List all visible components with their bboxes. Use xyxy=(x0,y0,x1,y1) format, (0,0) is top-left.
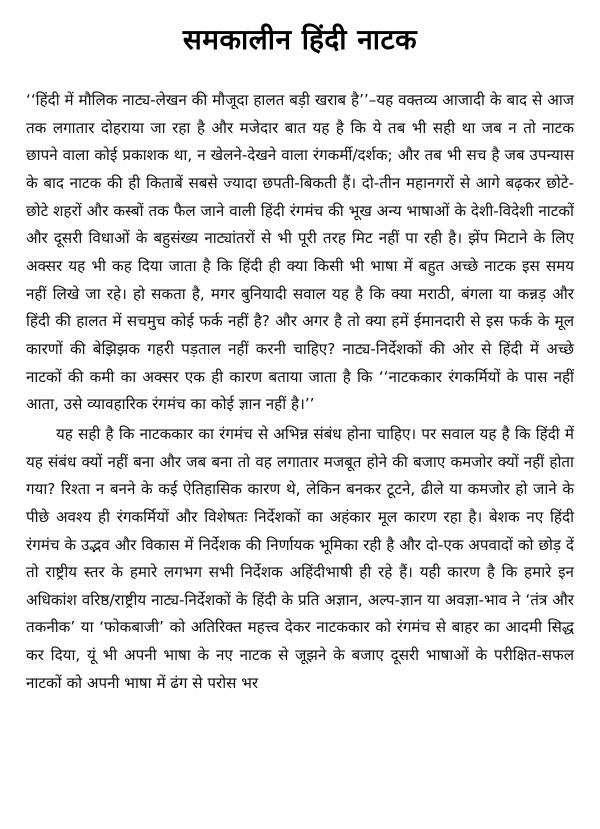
paragraph-2: यह सही है कि नाटककार का रंगमंच से अभिन्न संबंध होना चाहिए। पर सवाल यह है कि हिंदी में यह संबंध क्यों नहीं बना और जब बना तो वह लगातार मजबूत होने की बजाए कमजोर क्यों नहीं होता गया? रिश्ता न बनने के कई ऐतिहासिक कारण थे, लेकिन बनकर टूटने, ढीले या कमजोर हो जाने के पीछे अवश्य ही रंगकर्मियों और विशेषतः निर्देशकों का अहंकार मूल कारण रहा है। बेशक नए हिंदी रंगमंच के उद्भव और विकास में निर्देशक की निर्णायक भूमिका रही है और दो-एक अपवादों को छोड़ दें तो राष्ट्रीय स्तर के हमारे लगभग सभी निर्देशक अहिंदीभाषी ही रहे हैं। यही कारण है कि हमारे इन अधिकांश वरिष्ठ/राष्ट्रीय नाट्य-निर्देशकों के हिंदी के प्रति अज्ञान, अल्प-ज्ञान या अवज्ञा-भाव ने ‘तंत्र और तकनीक’ या ‘फोकबाजी’ को अतिरिक्त महत्त्व देकर नाटककार को रंगमंच से बाहर का आदमी सिद्ध कर दिया, यूं भी अपनी भाषा के नए नाटक से जूझने के बजाए दूसरी भाषाओं के परीक्षित-सफल नाटकों को अपनी भाषा में ढंग से परोस भर xyxy=(26,424,574,692)
document-body xyxy=(26,87,574,697)
paragraph-1: ‘‘हिंदी में मौलिक नाट्य-लेखन की मौजूदा हालत बड़ी खराब है’’–यह वक्तव्य आजादी के बाद से आज तक लगातार दोहराया जा रहा है और मजेदार बात यह है कि ये तब भी सही था जब न तो नाटक छापने वाला कोई प्रकाशक था, न खेलने-देखने वाला रंगकर्मी/दर्शक; और तब भी सच है जब उपन्यास के बाद नाटक की ही किताबें सबसे ज्यादा छपती-बिकती हैं। दो-तीन महानगरों से आगे बढ़कर छोटे-छोटे शहरों और कस्बों तक फैल जाने वाली हिंदी रंगमंच की भूख अन्य भाषाओं के देशी-विदेशी नाटकों और दूसरी विधाओं के बहुसंख्य नाट्यांतरों से भी पूरी तरह मिट नहीं पा रही है। झेंप मिटाने के लिए अक्सर यह भी कह दिया जाता है कि हिंदी ही क्या किसी भी भाषा में बहुत अच्छे नाटक इस समय नहीं लिखे जा रहे। हो सकता है, मगर बुनियादी सवाल यह है कि क्या मराठी, बंगला या कन्नड़ और हिंदी की हालत में सचमुच कोई फर्क नहीं है? और अगर है तो क्या हमें ईमानदारी से इस फर्क के मूल कारणों की बेझिझक गहरी पड़ताल नहीं करनी चाहिए? नाट्य-निर्देशकों की ओर से हिंदी में अच्छे नाटकों की कमी का अक्सर एक ही कारण बताया जाता है कि ‘‘नाटककार रंगकर्मियों के पास नहीं आता, उसे व्यावहारिक रंगमंच का कोई ज्ञान नहीं है।’’ xyxy=(26,91,574,414)
page-title: समकालीन हिंदी नाटक xyxy=(182,23,418,56)
